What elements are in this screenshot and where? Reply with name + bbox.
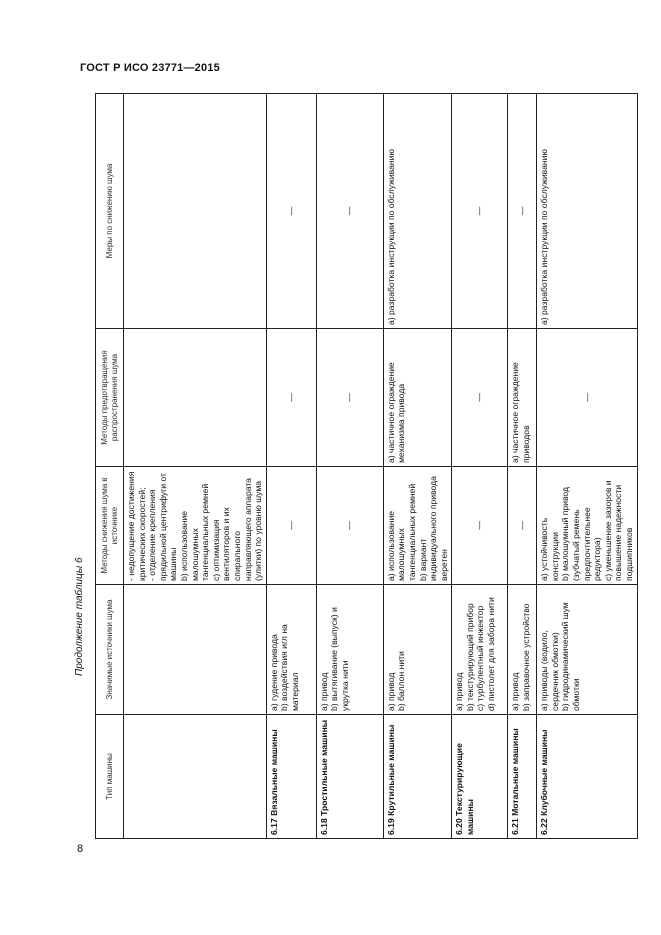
table-row: [537, 94, 637, 839]
line: a) привод: [318, 672, 329, 711]
cell-type: 6.19 Крутильные машины: [383, 715, 452, 839]
cell-type: 6.22 Клубочные машины: [537, 715, 637, 839]
line: c) оптимизация вентиляторов и их спирального направляющего аппарата (улитки) по уровню шума: [210, 478, 264, 581]
header-propagation-prevention: Методы предотвращения распространения шума: [96, 329, 124, 467]
cell-type: 6.18 Тростильные машины: [316, 715, 383, 839]
cell-type: 6.21 Мотальные машины: [508, 715, 537, 839]
line: c) уменьшение зазоров и повышение надежности подшипников: [602, 480, 635, 581]
line: b) заправочное устройство: [520, 603, 531, 711]
line: b) вариант индивидуального привода веретен: [417, 476, 449, 581]
table-continuation-label: Продолжение таблицы 6: [74, 557, 85, 676]
cell-type: 6.20 Текстурирующие машины: [452, 715, 508, 839]
cell-measures: a) разработка инструкции по обслуживанию: [383, 94, 452, 329]
document-header: ГОСТ Р ИСО 23771—2015: [80, 62, 220, 74]
cell-sources: [508, 585, 537, 715]
header-machine-type: Тип машины: [96, 715, 124, 839]
table-header-row: [96, 94, 124, 839]
line: a) привод: [510, 672, 521, 711]
line: b) гидродинамический шум обмотки: [560, 602, 582, 711]
table-row: [383, 94, 452, 839]
line: d) пистолет для забора нити: [486, 597, 497, 711]
line: b) малошумный привод (зубчатый ремень предпочтительнее редуктора): [560, 486, 603, 581]
cell-measures: —: [266, 94, 316, 329]
table-row: [316, 94, 383, 839]
cell-sources: [266, 585, 316, 715]
cell-measures: a) разработка инструкции по обслуживанию: [537, 94, 637, 329]
cell-measures: —: [452, 94, 508, 329]
cell-reduction: —: [266, 467, 316, 585]
cell-reduction: —: [508, 467, 537, 585]
noise-table: [95, 93, 638, 839]
line: c) турбулентный инжектор: [475, 605, 486, 711]
header-noise-sources: Значимые источники шума: [96, 585, 124, 715]
cell-reduction: [124, 467, 267, 585]
page-number: 8: [77, 843, 84, 855]
line: b) текстурирующий прибор: [464, 603, 475, 711]
line: - отделение крепления прядильной центрифуги от машины: [147, 473, 179, 581]
line: b) использование малошумных тангенциальных ремней: [178, 483, 211, 581]
line: b) вытягивание (выпуск) и укрутка нити: [329, 607, 350, 711]
cell-prevention: [124, 329, 267, 467]
line: a) использование малошумных тангенциальных ремней: [385, 483, 417, 581]
cell-reduction: —: [452, 467, 508, 585]
cell-sources: [383, 585, 452, 715]
line: a) привод: [385, 672, 396, 711]
header-noise-measures: Меры по снижению шума: [96, 94, 124, 329]
line: b) баллон нити: [396, 651, 407, 711]
cell-reduction: —: [316, 467, 383, 585]
table-row: [508, 94, 537, 839]
cell-reduction: [537, 467, 637, 585]
cell-prevention: a) частичное ограждение приводов: [508, 329, 537, 467]
cell-prevention: —: [316, 329, 383, 467]
cell-type: 6.17 Вязальные машины: [266, 715, 316, 839]
cell-sources: [537, 585, 637, 715]
cell-prevention: —: [266, 329, 316, 467]
rotated-table-container: [95, 94, 635, 839]
cell-type: [124, 715, 267, 839]
cell-measures: —: [316, 94, 383, 329]
line: a) устойчивость конструкции: [539, 517, 560, 581]
cell-sources: [124, 585, 267, 715]
cell-measures: [124, 94, 267, 329]
cell-prevention: —: [537, 329, 637, 467]
line: b) воздействия игл на материал: [279, 624, 300, 711]
line: a) привод: [454, 672, 465, 711]
cell-sources: [452, 585, 508, 715]
cell-reduction: [383, 467, 452, 585]
header-source-reduction: Методы снижения шума в источнике: [96, 467, 124, 585]
table-row: [266, 94, 316, 839]
cell-prevention: a) частичное ограждение механизма привода: [383, 329, 452, 467]
line: - недопущение достижения критических скоростей;: [126, 471, 147, 581]
line: a) гудение привода: [268, 634, 279, 711]
line: a) приводы (водило, сердечник обмотки): [539, 630, 560, 711]
cell-prevention: —: [452, 329, 508, 467]
table-row: [124, 94, 267, 839]
cell-measures: —: [508, 94, 537, 329]
cell-sources: [316, 585, 383, 715]
table-row: [452, 94, 508, 839]
